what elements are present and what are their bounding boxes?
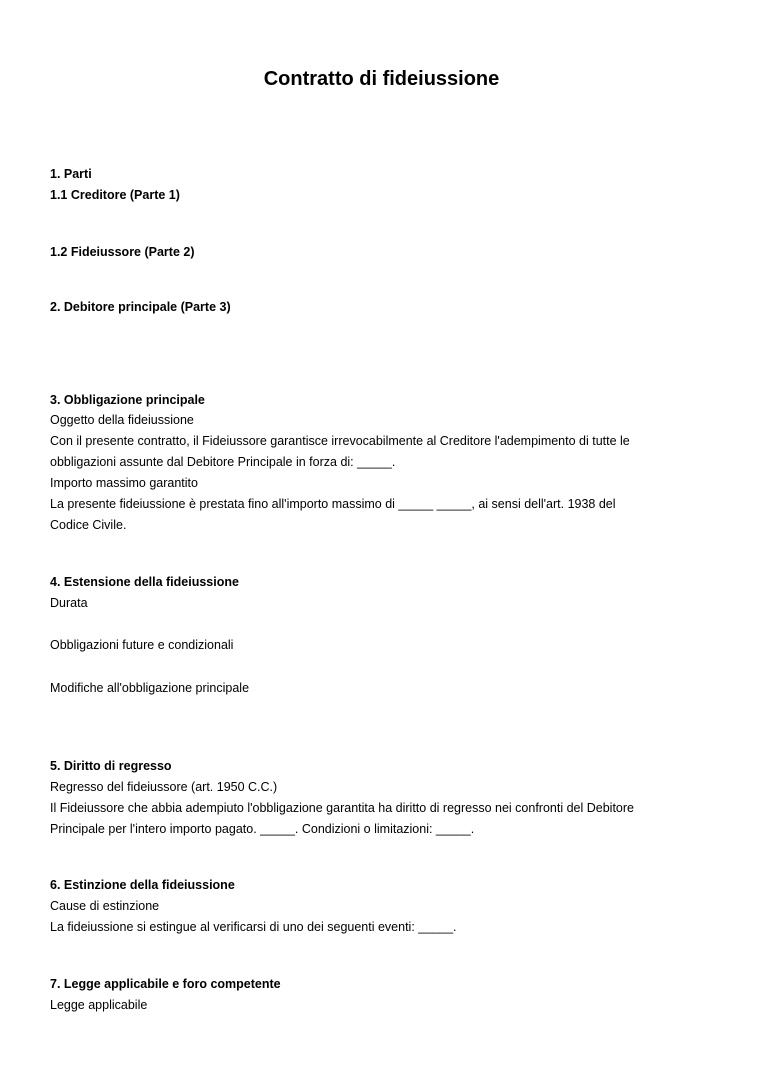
subject-label: Oggetto della fideiussione: [50, 413, 194, 427]
subject-text-line-2: obbligazioni assunte dal Debitore Principale in forza di: _____.: [50, 455, 396, 469]
section-6-heading: 6. Estinzione della fideiussione: [50, 878, 235, 892]
section-1-heading: 1. Parti: [50, 167, 92, 181]
extinction-label: Cause di estinzione: [50, 899, 160, 913]
extinction-text: La fideiussione si estingue al verificarsi di uno dei seguenti eventi: _____.: [50, 920, 457, 934]
section-7-heading: 7. Legge applicabile e foro competente: [50, 977, 281, 991]
amount-text-line-2: Codice Civile.: [50, 518, 127, 532]
modifications-label: Modifiche all'obbligazione principale: [50, 681, 250, 695]
amount-text-line-1: La presente fideiussione è prestata fino all'importo massimo di _____ _____, ai sensi dell'art. 1938 del: [50, 497, 616, 511]
page-title: Contratto di fideiussione: [263, 68, 500, 90]
section-4-heading: 4. Estensione della fideiussione: [50, 575, 239, 589]
amount-label: Importo massimo garantito: [50, 476, 198, 490]
guarantor-heading: 1.2 Fideiussore (Parte 2): [50, 245, 195, 259]
future-obligations-label: Obbligazioni future e condizionali: [50, 638, 234, 652]
recourse-text-line-2: Principale per l'intero importo pagato. _____. Condizioni o limitazioni: _____.: [50, 822, 475, 836]
section-5-heading: 5. Diritto di regresso: [50, 759, 172, 773]
recourse-label: Regresso del fideiussore (art. 1950 C.C.): [50, 780, 278, 794]
recourse-text-line-1: Il Fideiussore che abbia adempiuto l'obbligazione garantita ha diritto di regresso nei confronti del Debitore: [50, 801, 634, 815]
duration-label: Durata: [50, 596, 88, 610]
applicable-law-label: Legge applicabile: [50, 998, 148, 1012]
subject-text-line-1: Con il presente contratto, il Fideiussore garantisce irrevocabilmente al Creditore l'adempimento di tutte le: [50, 434, 630, 448]
section-3-heading: 3. Obbligazione principale: [50, 393, 205, 407]
creditor-heading: 1.1 Creditore (Parte 1): [50, 188, 180, 202]
section-2-heading: 2. Debitore principale (Parte 3): [50, 300, 231, 314]
